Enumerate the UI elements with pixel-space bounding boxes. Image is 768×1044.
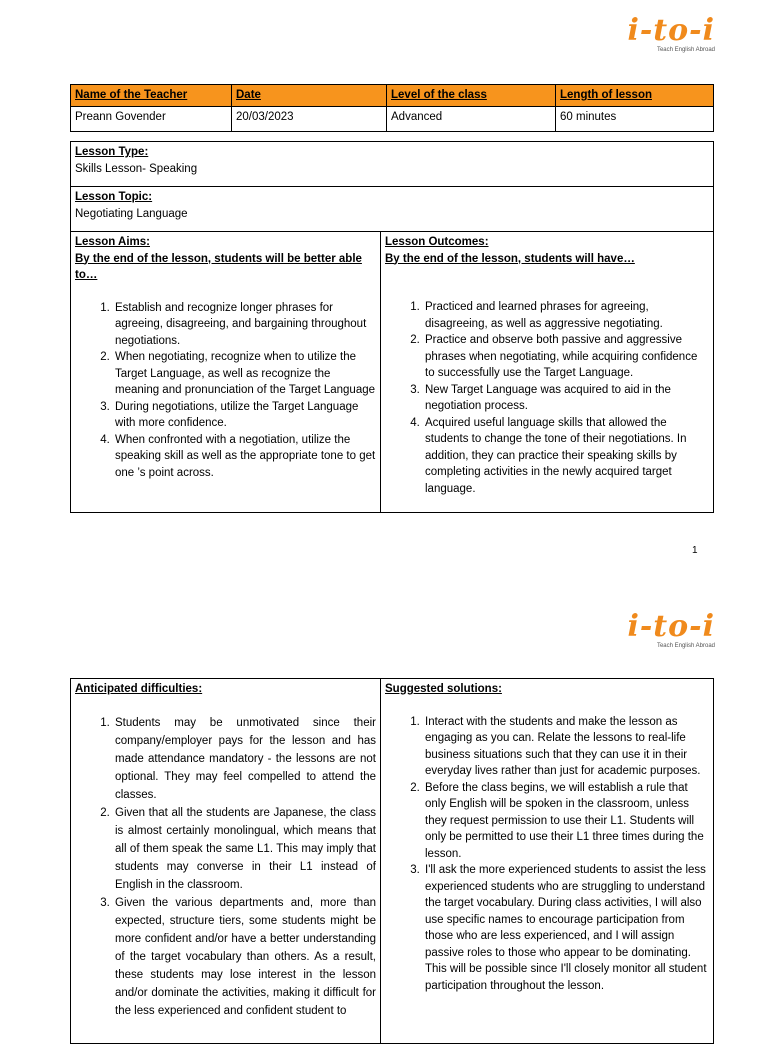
lesson-topic-label: Lesson Topic: — [75, 191, 153, 203]
lesson-type-label: Lesson Type: — [75, 146, 149, 158]
lesson-type-cell — [71, 142, 714, 187]
lesson-aims-list — [75, 300, 376, 482]
list-item: 4. When confronted with a negotiation, utilize the speaking skill as well as the appropriate tone to get one ’s point across. — [113, 432, 376, 482]
list-item: 3. During negotiations, utilize the Target Language with more confidence. — [113, 399, 376, 432]
list-item: 2. When negotiating, recognize when to utilize the Target Language, as well as recognize the meaning and pronunciation of the Target Language — [113, 349, 376, 399]
lesson-length: 60 minutes — [556, 106, 714, 132]
lesson-outcomes-label: Lesson Outcomes: — [385, 236, 489, 248]
lesson-topic-cell — [71, 187, 714, 232]
difficulties-solutions-table — [70, 678, 714, 1044]
header-teacher: Name of the Teacher — [71, 85, 232, 107]
lesson-date: 20/03/2023 — [232, 106, 387, 132]
logo-tagline: Teach English Abroad — [656, 643, 715, 649]
lesson-aims-cell — [71, 232, 381, 513]
header-length: Length of lesson — [556, 85, 714, 107]
class-level: Advanced — [387, 106, 556, 132]
list-item: 3. New Target Language was acquired to aid in the negotiation process. — [423, 382, 709, 415]
list-item: 2. Practice and observe both passive and aggressive phrases when negotiating, while acquiring confidence to successfully use the Target Language. — [423, 332, 709, 382]
difficulties-label: Anticipated difficulties: — [75, 683, 203, 695]
header-level: Level of the class — [387, 85, 556, 107]
company-logo — [600, 609, 715, 649]
solutions-label: Suggested solutions: — [385, 683, 502, 695]
logo-mark: i-to-i — [627, 609, 715, 644]
lesson-outcomes-intro: By the end of the lesson, students will have… — [385, 252, 635, 265]
list-item: 4. Acquired useful language skills that allowed the students to change the tone of their negotiations. In addition, they can practice their speaking skills by completing activities in the newly acquired target language. — [423, 415, 709, 498]
list-item: 2. Before the class begins, we will establish a rule that only English will be spoken in the classroom, unless they request permission to use their L1. Students will only be permitted to use their L1 three times during the lesson. — [423, 780, 709, 863]
solutions-list — [385, 714, 709, 995]
list-item: 1. Students may be unmotivated since their company/employer pays for the lesson and has made attendance mandatory - the lessons are not optional. They may feel compelled to attend the classes. — [113, 714, 376, 804]
list-item: 2. Given that all the students are Japanese, the class is almost certainly monolingual, which means that all of them speak the same L1. This may imply that students may converse in their L1 instead of English in the classroom. — [113, 804, 376, 894]
lesson-info-table — [70, 84, 714, 132]
page-number: 1 — [692, 545, 698, 556]
lesson-outcomes-list — [385, 299, 709, 497]
teacher-name: Preann Govender — [71, 106, 232, 132]
logo-mark: i-to-i — [627, 13, 715, 48]
difficulties-list — [75, 714, 376, 1020]
lesson-topic-value: Negotiating Language — [75, 207, 188, 220]
lesson-outcomes-cell — [381, 232, 714, 513]
list-item: 1. Establish and recognize longer phrases for agreeing, disagreeing, and bargaining throughout negotiations. — [113, 300, 376, 350]
header-date: Date — [232, 85, 387, 107]
lesson-aims-intro: By the end of the lesson, students will be better able to… — [75, 252, 362, 281]
lesson-details-table — [70, 141, 714, 513]
list-item: 3. Given the various departments and, more than expected, structure tiers, some students might be more confident and/or have a better understanding of the target vocabulary than others. As a result, these students may lose interest in the lesson and/or dominate the activities, making it difficult for the less experienced and confident student to — [113, 894, 376, 1020]
lesson-type-value: Skills Lesson- Speaking — [75, 162, 198, 175]
logo-tagline: Teach English Abroad — [656, 47, 715, 53]
company-logo — [600, 13, 715, 53]
lesson-aims-label: Lesson Aims: — [75, 236, 150, 248]
list-item: 1. Practiced and learned phrases for agreeing, disagreeing, as well as aggressive negotiating. — [423, 299, 709, 332]
list-item: 1. Interact with the students and make the lesson as engaging as you can. Relate the lessons to real-life business situations such that they can use it in their everyday lives rather than just for academic purposes. — [423, 714, 709, 780]
list-item: 3. I'll ask the more experienced students to assist the less experienced students who are struggling to understand the target vocabulary. During class activities, I will also use specific names to encourage participation from those who are less experienced, and I will assign passive roles to those who appear to be dominating. This will be possible since I'll closely monitor all student participation throughout the lesson. — [423, 862, 709, 994]
solutions-cell — [381, 679, 714, 1044]
difficulties-cell — [71, 679, 381, 1044]
